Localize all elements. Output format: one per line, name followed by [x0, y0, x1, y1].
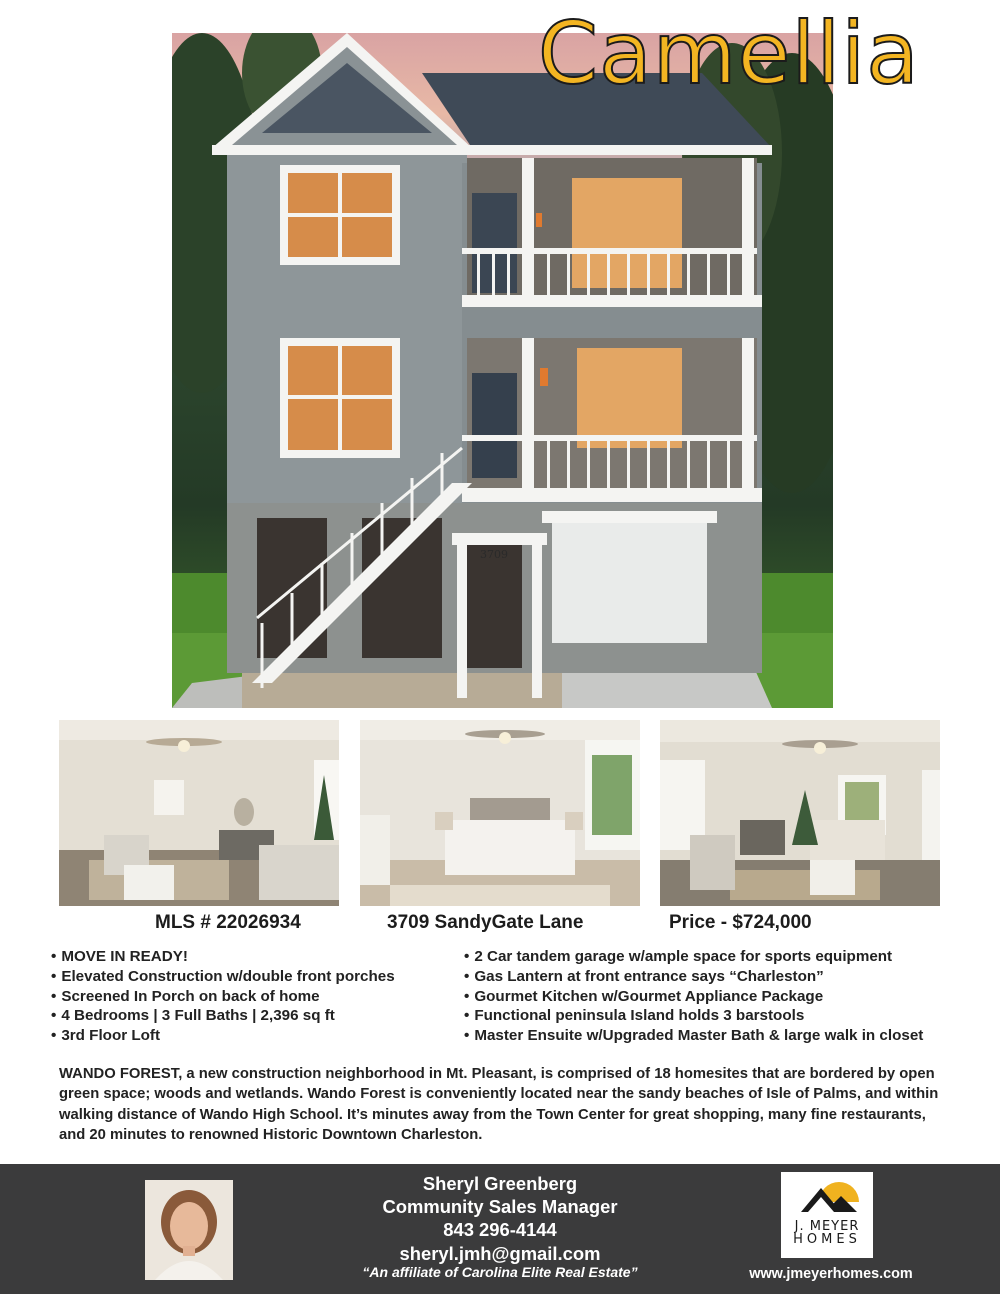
agent-phone[interactable]: 843 296-4144 [443, 1219, 557, 1241]
agent-portrait [145, 1180, 233, 1280]
bedroom-photo [360, 720, 640, 906]
features-left-list [51, 947, 395, 1046]
listing-price: Price - $724,000 [669, 912, 812, 933]
agent-title: Community Sales Manager [382, 1196, 618, 1218]
list-item: • 2 Car tandem garage w/ample space for sports equipment [464, 947, 923, 967]
list-item: • Functional peninsula Island holds 3 barstools [464, 1006, 923, 1026]
house-number-plaque: 3709 [480, 548, 508, 561]
list-item: • 3rd Floor Loft [51, 1026, 395, 1046]
list-item: • Master Ensuite w/Upgraded Master Bath & large walk in closet [464, 1026, 923, 1046]
family-room-photo [660, 720, 940, 906]
company-logo-text [781, 1220, 873, 1246]
logo-line-2: HOMES [793, 1232, 861, 1247]
neighborhood-description: WANDO FOREST, a new construction neighborhood in Mt. Pleasant, is comprised of 18 homesites that are bordered by open green space; woods and wetlands. Wando Forest is conveniently located near the sandy beaches of Isle of Palms, and within walking distance of Wando High School. It’s minutes away from the Town Center for great shopping, many fine restaurants, and 20 minutes to renowned Historic Downtown Charleston. [59, 1066, 939, 1144]
features-right-list [464, 947, 923, 1046]
logo-line-1: J. MEYER [794, 1219, 860, 1234]
company-website-link[interactable]: www.jmeyerhomes.com [749, 1266, 913, 1282]
list-item: • 4 Bedrooms | 3 Full Baths | 2,396 sq ft [51, 1006, 395, 1026]
property-address: 3709 SandyGate Lane [387, 912, 584, 933]
brand-title: Camellia [538, 4, 920, 104]
agent-contact-block [320, 1172, 680, 1281]
list-item: • MOVE IN READY! [51, 947, 395, 967]
list-item: • Elevated Construction w/double front porches [51, 967, 395, 987]
agent-affiliation: “An affiliate of Carolina Elite Real Estate” [362, 1263, 638, 1280]
list-item: • Gas Lantern at front entrance says “Charleston” [464, 967, 923, 987]
list-item: • Screened In Porch on back of home [51, 987, 395, 1007]
living-room-photo [59, 720, 339, 906]
list-item: • Gourmet Kitchen w/Gourmet Appliance Package [464, 987, 923, 1007]
hero-house-photo [172, 33, 833, 708]
mls-number: MLS # 22026934 [155, 912, 301, 933]
agent-name: Sheryl Greenberg [422, 1173, 578, 1194]
agent-email[interactable]: sheryl.jmh@gmail.com [399, 1242, 601, 1264]
